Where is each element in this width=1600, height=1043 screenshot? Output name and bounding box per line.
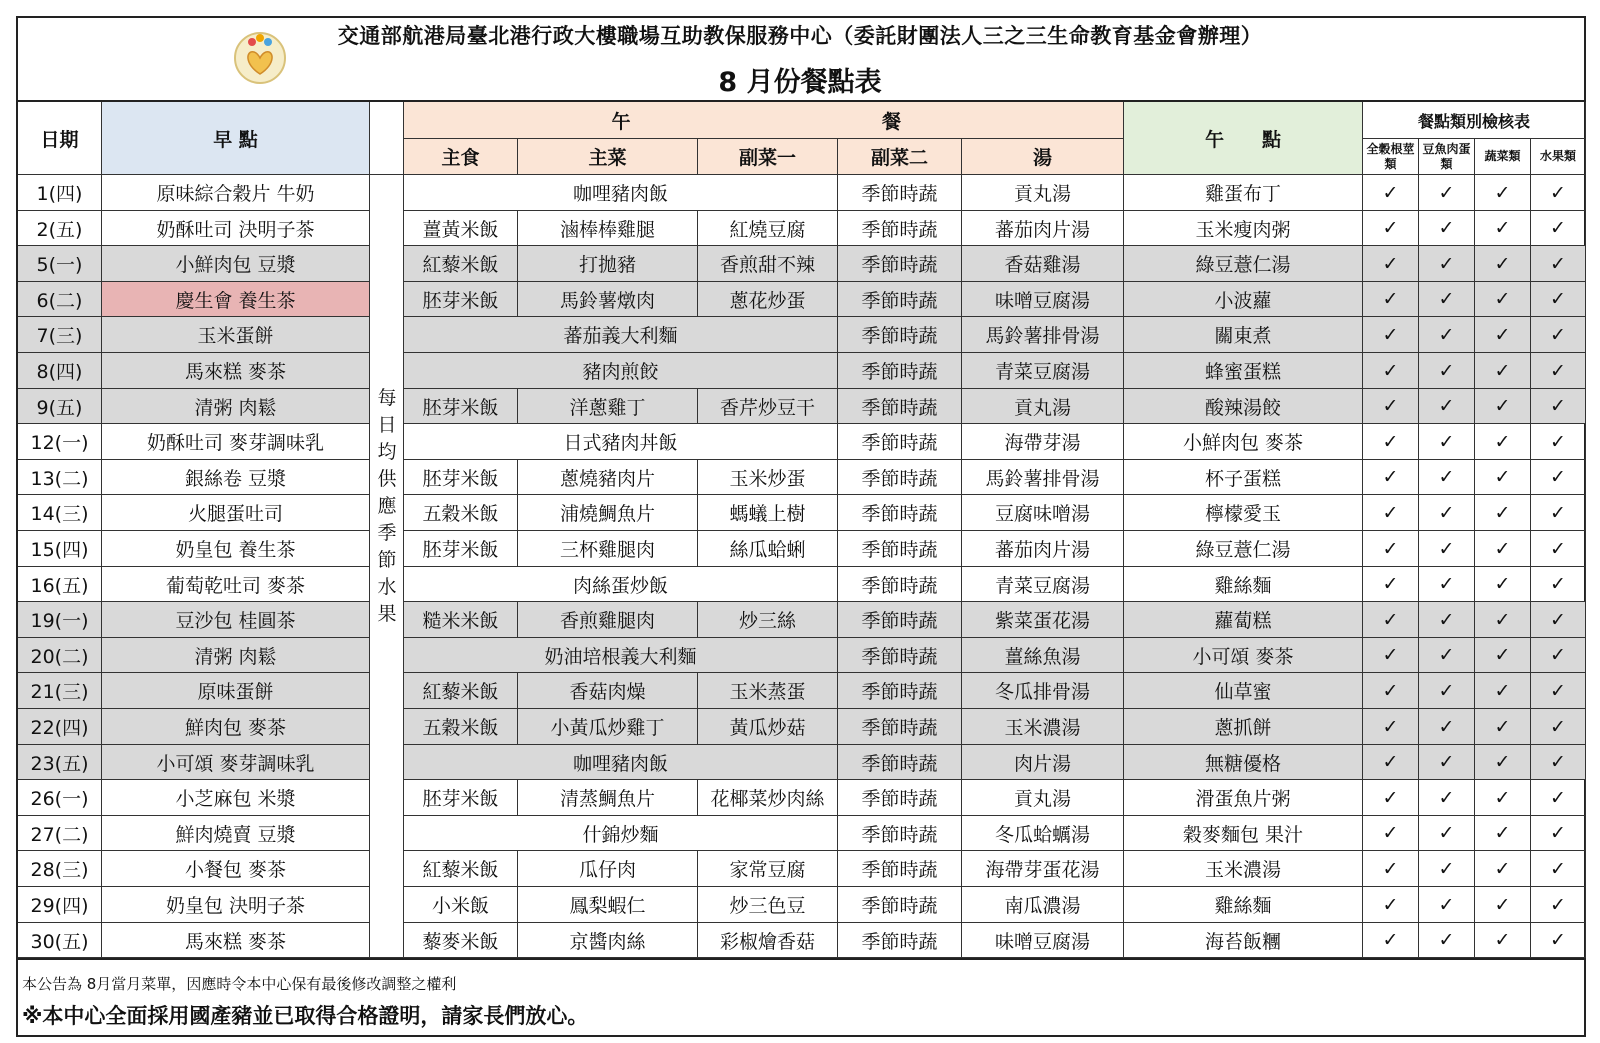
row-date: 22(四) — [18, 709, 102, 745]
row-breakfast: 馬來糕 麥茶 — [102, 923, 370, 958]
row-fruit-col — [370, 317, 404, 353]
row-check-mark: ✓ — [1419, 531, 1475, 567]
row-check-mark: ✓ — [1363, 495, 1419, 531]
row-check-mark: ✓ — [1475, 389, 1531, 424]
row-check-mark: ✓ — [1419, 211, 1475, 246]
row-fruit-col — [370, 282, 404, 317]
row-check-mark: ✓ — [1475, 567, 1531, 602]
row-check-mark: ✓ — [1419, 923, 1475, 958]
row-date: 7(三) — [18, 317, 102, 353]
row-side1: 香煎甜不辣 — [698, 246, 838, 282]
col-header-side1: 副菜一 — [698, 139, 838, 175]
row-side1: 彩椒燴香菇 — [698, 923, 838, 958]
row-breakfast: 銀絲卷 豆漿 — [102, 460, 370, 495]
row-breakfast: 清粥 肉鬆 — [102, 638, 370, 673]
row-date: 20(二) — [18, 638, 102, 673]
col-header-main: 主菜 — [518, 139, 698, 175]
row-check-mark: ✓ — [1531, 246, 1586, 282]
row-snack: 雞蛋布丁 — [1124, 175, 1363, 211]
row-date: 8(四) — [18, 353, 102, 389]
col-header-breakfast: 早 點 — [102, 102, 370, 175]
row-check-mark: ✓ — [1531, 495, 1586, 531]
row-breakfast: 小餐包 麥茶 — [102, 851, 370, 887]
row-breakfast: 奶酥吐司 決明子茶 — [102, 211, 370, 246]
row-snack: 玉米濃湯 — [1124, 851, 1363, 887]
row-soup: 蕃茄肉片湯 — [962, 211, 1124, 246]
row-soup: 肉片湯 — [962, 745, 1124, 780]
row-check-mark: ✓ — [1475, 460, 1531, 495]
row-check-mark: ✓ — [1531, 317, 1586, 353]
row-main: 馬鈴薯燉肉 — [518, 282, 698, 317]
row-snack: 雞絲麵 — [1124, 567, 1363, 602]
row-check-mark: ✓ — [1531, 709, 1586, 745]
row-main: 瓜仔肉 — [518, 851, 698, 887]
row-check-mark: ✓ — [1419, 282, 1475, 317]
row-side2: 季節時蔬 — [838, 211, 962, 246]
row-snack: 滑蛋魚片粥 — [1124, 780, 1363, 816]
row-soup: 貢丸湯 — [962, 175, 1124, 211]
row-date: 6(二) — [18, 282, 102, 317]
row-soup: 味噌豆腐湯 — [962, 282, 1124, 317]
row-date: 5(一) — [18, 246, 102, 282]
fruit-note-char: 應 — [377, 495, 397, 517]
row-breakfast: 原味綜合穀片 牛奶 — [102, 175, 370, 211]
col-header-check-4: 水果類 — [1531, 139, 1586, 175]
row-date: 2(五) — [18, 211, 102, 246]
row-soup: 馬鈴薯排骨湯 — [962, 317, 1124, 353]
row-check-mark: ✓ — [1363, 531, 1419, 567]
row-check-mark: ✓ — [1363, 745, 1419, 780]
footer-note: 本公告為 8月當月菜單，因應時令本中心保有最後修改調整之權利 — [22, 975, 457, 993]
row-fruit-col — [370, 638, 404, 673]
row-main: 小黃瓜炒雞丁 — [518, 709, 698, 745]
fruit-note-char: 水 — [377, 576, 397, 598]
row-staple: 五穀米飯 — [404, 709, 518, 745]
row-snack: 綠豆薏仁湯 — [1124, 246, 1363, 282]
row-check-mark: ✓ — [1419, 887, 1475, 923]
row-breakfast: 奶酥吐司 麥芽調味乳 — [102, 424, 370, 460]
row-staple: 薑黃米飯 — [404, 211, 518, 246]
row-staple: 藜麥米飯 — [404, 923, 518, 958]
row-main: 清蒸鯛魚片 — [518, 780, 698, 816]
row-check-mark: ✓ — [1531, 211, 1586, 246]
row-date: 16(五) — [18, 567, 102, 602]
row-main: 香菇肉燥 — [518, 673, 698, 709]
row-breakfast: 原味蛋餅 — [102, 673, 370, 709]
row-side1: 玉米蒸蛋 — [698, 673, 838, 709]
row-fruit-col — [370, 887, 404, 923]
row-check-mark: ✓ — [1531, 745, 1586, 780]
row-soup: 冬瓜蛤蠣湯 — [962, 816, 1124, 851]
row-soup: 海帶芽蛋花湯 — [962, 851, 1124, 887]
row-check-mark: ✓ — [1363, 602, 1419, 638]
row-snack: 杯子蛋糕 — [1124, 460, 1363, 495]
row-date: 23(五) — [18, 745, 102, 780]
col-header-snack: 午 點 — [1124, 102, 1363, 175]
row-soup: 冬瓜排骨湯 — [962, 673, 1124, 709]
col-header-staple: 主食 — [404, 139, 518, 175]
row-date: 29(四) — [18, 887, 102, 923]
row-soup: 紫菜蛋花湯 — [962, 602, 1124, 638]
row-staple: 胚芽米飯 — [404, 460, 518, 495]
row-main: 蔥燒豬肉片 — [518, 460, 698, 495]
row-check-mark: ✓ — [1531, 816, 1586, 851]
row-main: 打拋豬 — [518, 246, 698, 282]
row-soup: 青菜豆腐湯 — [962, 353, 1124, 389]
row-main: 浦燒鯛魚片 — [518, 495, 698, 531]
row-main: 鳳梨蝦仁 — [518, 887, 698, 923]
row-check-mark: ✓ — [1531, 638, 1586, 673]
fruit-note-char: 每 — [377, 387, 397, 409]
row-side1: 玉米炒蛋 — [698, 460, 838, 495]
fruit-note — [370, 385, 404, 628]
row-side1: 螞蟻上樹 — [698, 495, 838, 531]
row-date: 13(二) — [18, 460, 102, 495]
fruit-note-char: 日 — [377, 414, 397, 436]
col-header-fruit — [370, 102, 404, 175]
row-breakfast: 豆沙包 桂圓茶 — [102, 602, 370, 638]
row-side2: 季節時蔬 — [838, 851, 962, 887]
row-check-mark: ✓ — [1419, 709, 1475, 745]
row-fruit-col — [370, 851, 404, 887]
row-check-mark: ✓ — [1475, 602, 1531, 638]
row-breakfast: 慶生會 養生茶 — [102, 282, 370, 317]
row-snack: 小鮮肉包 麥茶 — [1124, 424, 1363, 460]
row-breakfast: 小可頌 麥芽調味乳 — [102, 745, 370, 780]
row-breakfast: 奶皇包 決明子茶 — [102, 887, 370, 923]
row-check-mark: ✓ — [1531, 887, 1586, 923]
row-lunch-combined: 日式豬肉丼飯 — [404, 424, 838, 460]
col-header-side2: 副菜二 — [838, 139, 962, 175]
row-lunch-combined: 咖哩豬肉飯 — [404, 745, 838, 780]
row-fruit-col — [370, 816, 404, 851]
row-soup: 馬鈴薯排骨湯 — [962, 460, 1124, 495]
col-header-check-2: 豆魚肉蛋類 — [1419, 139, 1475, 175]
row-check-mark: ✓ — [1531, 851, 1586, 887]
row-fruit-col — [370, 353, 404, 389]
row-check-mark: ✓ — [1419, 851, 1475, 887]
row-check-mark: ✓ — [1419, 389, 1475, 424]
row-date: 30(五) — [18, 923, 102, 958]
row-snack: 綠豆薏仁湯 — [1124, 531, 1363, 567]
row-side2: 季節時蔬 — [838, 282, 962, 317]
row-side2: 季節時蔬 — [838, 353, 962, 389]
row-snack: 小可頌 麥茶 — [1124, 638, 1363, 673]
row-check-mark: ✓ — [1419, 567, 1475, 602]
row-check-mark: ✓ — [1363, 851, 1419, 887]
row-check-mark: ✓ — [1531, 460, 1586, 495]
row-check-mark: ✓ — [1363, 460, 1419, 495]
row-check-mark: ✓ — [1363, 246, 1419, 282]
row-snack: 蘿蔔糕 — [1124, 602, 1363, 638]
col-header-date: 日期 — [18, 102, 102, 175]
row-check-mark: ✓ — [1419, 495, 1475, 531]
row-snack: 酸辣湯餃 — [1124, 389, 1363, 424]
row-fruit-col — [370, 709, 404, 745]
row-lunch-combined: 什錦炒麵 — [404, 816, 838, 851]
row-side2: 季節時蔬 — [838, 709, 962, 745]
row-side2: 季節時蔬 — [838, 638, 962, 673]
row-staple: 胚芽米飯 — [404, 780, 518, 816]
row-breakfast: 小芝麻包 米漿 — [102, 780, 370, 816]
footer-pork-note: ※本中心全面採用國產豬並已取得合格證明，請家長們放心。 — [22, 1004, 589, 1028]
row-check-mark: ✓ — [1419, 638, 1475, 673]
row-side2: 季節時蔬 — [838, 780, 962, 816]
row-fruit-col — [370, 923, 404, 958]
row-check-mark: ✓ — [1363, 923, 1419, 958]
row-breakfast: 鮮肉包 麥茶 — [102, 709, 370, 745]
row-soup: 貢丸湯 — [962, 780, 1124, 816]
row-side1: 炒三色豆 — [698, 887, 838, 923]
row-side2: 季節時蔬 — [838, 460, 962, 495]
row-side1: 黃瓜炒菇 — [698, 709, 838, 745]
row-side1: 家常豆腐 — [698, 851, 838, 887]
row-check-mark: ✓ — [1419, 816, 1475, 851]
row-staple: 糙米米飯 — [404, 602, 518, 638]
row-staple: 胚芽米飯 — [404, 389, 518, 424]
row-breakfast: 火腿蛋吐司 — [102, 495, 370, 531]
row-lunch-combined: 肉絲蛋炒飯 — [404, 567, 838, 602]
row-date: 14(三) — [18, 495, 102, 531]
row-check-mark: ✓ — [1363, 282, 1419, 317]
row-check-mark: ✓ — [1475, 531, 1531, 567]
row-check-mark: ✓ — [1363, 317, 1419, 353]
row-check-mark: ✓ — [1531, 602, 1586, 638]
row-main: 京醬肉絲 — [518, 923, 698, 958]
col-header-check-3: 蔬菜類 — [1475, 139, 1531, 175]
row-check-mark: ✓ — [1419, 460, 1475, 495]
row-check-mark: ✓ — [1475, 317, 1531, 353]
row-check-mark: ✓ — [1475, 745, 1531, 780]
row-main: 三杯雞腿肉 — [518, 531, 698, 567]
row-check-mark: ✓ — [1531, 282, 1586, 317]
row-check-mark: ✓ — [1531, 923, 1586, 958]
row-breakfast: 玉米蛋餅 — [102, 317, 370, 353]
row-snack: 蔥抓餅 — [1124, 709, 1363, 745]
row-side2: 季節時蔬 — [838, 495, 962, 531]
row-soup: 玉米濃湯 — [962, 709, 1124, 745]
fruit-note-char: 均 — [377, 441, 397, 463]
row-soup: 薑絲魚湯 — [962, 638, 1124, 673]
row-check-mark: ✓ — [1419, 246, 1475, 282]
col-header-check-1: 全穀根莖類 — [1363, 139, 1419, 175]
row-lunch-combined: 蕃茄義大利麵 — [404, 317, 838, 353]
row-staple: 紅藜米飯 — [404, 246, 518, 282]
row-check-mark: ✓ — [1363, 887, 1419, 923]
row-check-mark: ✓ — [1475, 780, 1531, 816]
row-check-mark: ✓ — [1363, 389, 1419, 424]
row-fruit-col — [370, 211, 404, 246]
row-side2: 季節時蔬 — [838, 602, 962, 638]
row-check-mark: ✓ — [1419, 424, 1475, 460]
table-bottom-line — [18, 958, 1586, 960]
row-side1: 炒三絲 — [698, 602, 838, 638]
row-lunch-combined: 豬肉煎餃 — [404, 353, 838, 389]
row-check-mark: ✓ — [1419, 353, 1475, 389]
row-staple: 小米飯 — [404, 887, 518, 923]
row-breakfast: 鮮肉燒賣 豆漿 — [102, 816, 370, 851]
row-side2: 季節時蔬 — [838, 887, 962, 923]
fruit-note-char: 果 — [377, 603, 397, 625]
row-snack: 穀麥麵包 果汁 — [1124, 816, 1363, 851]
row-check-mark: ✓ — [1531, 353, 1586, 389]
row-check-mark: ✓ — [1363, 175, 1419, 211]
row-side1: 紅燒豆腐 — [698, 211, 838, 246]
col-header-soup: 湯 — [962, 139, 1124, 175]
fruit-note-char: 季 — [377, 522, 397, 544]
row-check-mark: ✓ — [1363, 353, 1419, 389]
row-check-mark: ✓ — [1475, 211, 1531, 246]
row-check-mark: ✓ — [1475, 175, 1531, 211]
row-staple: 胚芽米飯 — [404, 282, 518, 317]
col-header-lunch-right: 餐 — [838, 102, 1124, 139]
row-snack: 海苔飯糰 — [1124, 923, 1363, 958]
row-check-mark: ✓ — [1419, 673, 1475, 709]
row-check-mark: ✓ — [1475, 673, 1531, 709]
row-breakfast: 清粥 肉鬆 — [102, 389, 370, 424]
row-fruit-col — [370, 175, 404, 211]
row-lunch-combined: 咖哩豬肉飯 — [404, 175, 838, 211]
row-check-mark: ✓ — [1475, 424, 1531, 460]
row-side2: 季節時蔬 — [838, 424, 962, 460]
organization-logo — [232, 26, 288, 86]
row-check-mark: ✓ — [1531, 175, 1586, 211]
row-side2: 季節時蔬 — [838, 531, 962, 567]
row-date: 15(四) — [18, 531, 102, 567]
row-check-mark: ✓ — [1531, 567, 1586, 602]
row-check-mark: ✓ — [1419, 602, 1475, 638]
page-subtitle: 8 月份餐點表 — [718, 67, 882, 98]
row-check-mark: ✓ — [1475, 246, 1531, 282]
row-date: 26(一) — [18, 780, 102, 816]
row-side2: 季節時蔬 — [838, 745, 962, 780]
row-main: 洋蔥雞丁 — [518, 389, 698, 424]
row-fruit-col — [370, 673, 404, 709]
row-soup: 豆腐味噌湯 — [962, 495, 1124, 531]
row-check-mark: ✓ — [1531, 424, 1586, 460]
row-side2: 季節時蔬 — [838, 567, 962, 602]
page-title: 交通部航港局臺北港行政大樓職場互助教保服務中心（委託財團法人三之三生命教育基金會辦理） — [337, 24, 1263, 48]
row-soup: 南瓜濃湯 — [962, 887, 1124, 923]
row-breakfast: 小鮮肉包 豆漿 — [102, 246, 370, 282]
row-side1: 絲瓜蛤蜊 — [698, 531, 838, 567]
row-breakfast: 葡萄乾吐司 麥茶 — [102, 567, 370, 602]
row-check-mark: ✓ — [1419, 745, 1475, 780]
row-snack: 雞絲麵 — [1124, 887, 1363, 923]
row-soup: 香菇雞湯 — [962, 246, 1124, 282]
row-check-mark: ✓ — [1475, 638, 1531, 673]
row-check-mark: ✓ — [1363, 816, 1419, 851]
row-soup: 貢丸湯 — [962, 389, 1124, 424]
row-check-mark: ✓ — [1475, 353, 1531, 389]
row-side2: 季節時蔬 — [838, 175, 962, 211]
row-snack: 玉米瘦肉粥 — [1124, 211, 1363, 246]
row-side2: 季節時蔬 — [838, 923, 962, 958]
row-staple: 五穀米飯 — [404, 495, 518, 531]
row-side1: 花椰菜炒肉絲 — [698, 780, 838, 816]
row-date: 27(二) — [18, 816, 102, 851]
row-snack: 檸檬愛玉 — [1124, 495, 1363, 531]
col-header-checklist: 餐點類別檢核表 — [1363, 102, 1586, 139]
row-check-mark: ✓ — [1475, 923, 1531, 958]
row-check-mark: ✓ — [1475, 495, 1531, 531]
row-breakfast: 奶皇包 養生茶 — [102, 531, 370, 567]
row-check-mark: ✓ — [1475, 887, 1531, 923]
row-check-mark: ✓ — [1363, 211, 1419, 246]
row-date: 1(四) — [18, 175, 102, 211]
row-main: 滷棒棒雞腿 — [518, 211, 698, 246]
fruit-note-char: 節 — [377, 549, 397, 571]
row-check-mark: ✓ — [1363, 424, 1419, 460]
row-fruit-col — [370, 745, 404, 780]
row-side2: 季節時蔬 — [838, 389, 962, 424]
row-date: 28(三) — [18, 851, 102, 887]
row-soup: 海帶芽湯 — [962, 424, 1124, 460]
row-side2: 季節時蔬 — [838, 673, 962, 709]
row-check-mark: ✓ — [1419, 317, 1475, 353]
row-check-mark: ✓ — [1363, 673, 1419, 709]
row-staple: 紅藜米飯 — [404, 673, 518, 709]
row-check-mark: ✓ — [1419, 780, 1475, 816]
fruit-note-char: 供 — [377, 468, 397, 490]
row-check-mark: ✓ — [1531, 673, 1586, 709]
row-staple: 胚芽米飯 — [404, 531, 518, 567]
row-lunch-combined: 奶油培根義大利麵 — [404, 638, 838, 673]
row-check-mark: ✓ — [1363, 780, 1419, 816]
row-side1: 香芹炒豆干 — [698, 389, 838, 424]
row-check-mark: ✓ — [1531, 780, 1586, 816]
row-check-mark: ✓ — [1475, 709, 1531, 745]
row-breakfast: 馬來糕 麥茶 — [102, 353, 370, 389]
row-snack: 仙草蜜 — [1124, 673, 1363, 709]
row-check-mark: ✓ — [1363, 709, 1419, 745]
row-side2: 季節時蔬 — [838, 246, 962, 282]
row-soup: 味噌豆腐湯 — [962, 923, 1124, 958]
row-staple: 紅藜米飯 — [404, 851, 518, 887]
row-check-mark: ✓ — [1419, 175, 1475, 211]
row-date: 21(三) — [18, 673, 102, 709]
row-check-mark: ✓ — [1475, 816, 1531, 851]
row-check-mark: ✓ — [1475, 282, 1531, 317]
row-soup: 蕃茄肉片湯 — [962, 531, 1124, 567]
row-side2: 季節時蔬 — [838, 816, 962, 851]
row-check-mark: ✓ — [1363, 567, 1419, 602]
row-date: 19(一) — [18, 602, 102, 638]
row-snack: 關東煮 — [1124, 317, 1363, 353]
row-check-mark: ✓ — [1531, 531, 1586, 567]
row-check-mark: ✓ — [1531, 389, 1586, 424]
col-header-lunch-left: 午 — [404, 102, 838, 139]
row-date: 9(五) — [18, 389, 102, 424]
row-main: 香煎雞腿肉 — [518, 602, 698, 638]
row-fruit-col — [370, 246, 404, 282]
row-fruit-col — [370, 780, 404, 816]
row-check-mark: ✓ — [1475, 851, 1531, 887]
row-check-mark: ✓ — [1363, 638, 1419, 673]
row-date: 12(一) — [18, 424, 102, 460]
row-snack: 蜂蜜蛋糕 — [1124, 353, 1363, 389]
row-soup: 青菜豆腐湯 — [962, 567, 1124, 602]
row-side1: 蔥花炒蛋 — [698, 282, 838, 317]
row-side2: 季節時蔬 — [838, 317, 962, 353]
row-snack: 小波蘿 — [1124, 282, 1363, 317]
row-snack: 無糖優格 — [1124, 745, 1363, 780]
